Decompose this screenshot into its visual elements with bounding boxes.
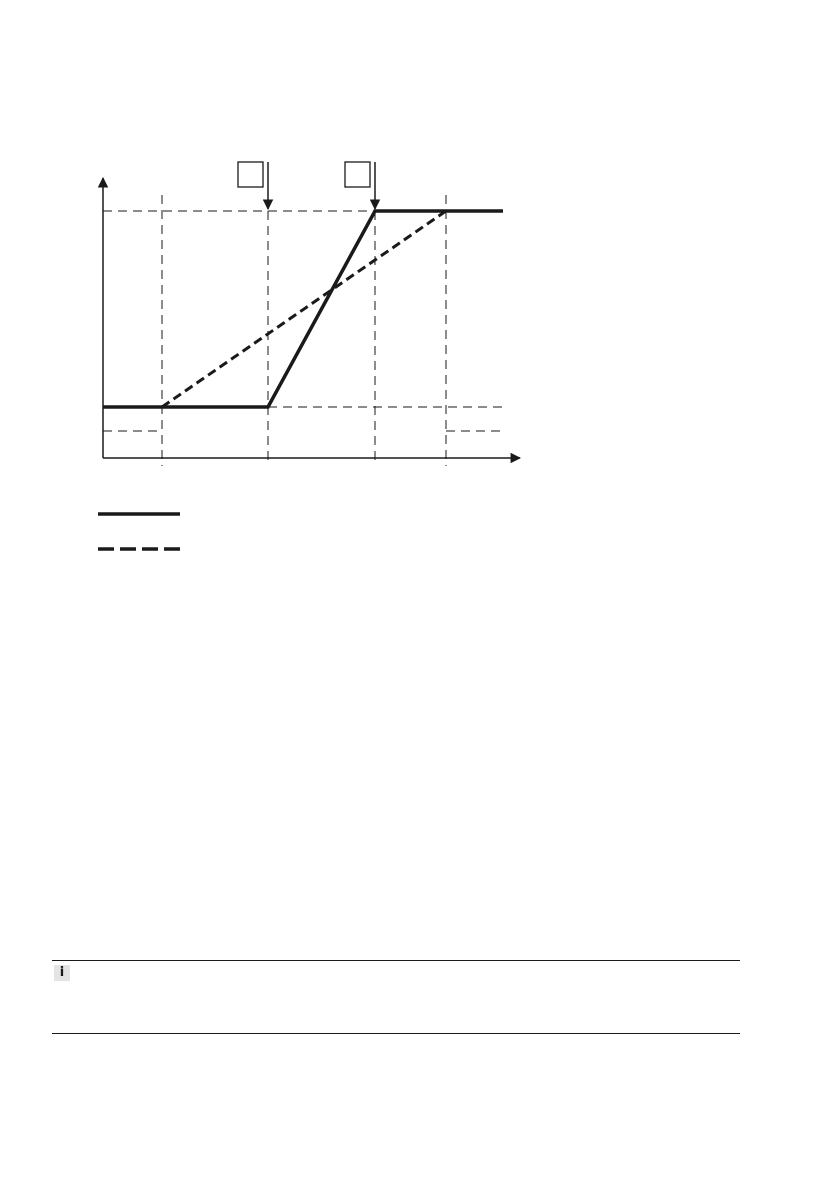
info-icon: i <box>54 965 70 981</box>
vertical-reference-lines <box>162 195 446 466</box>
info-note-box <box>52 960 740 1034</box>
marker-2-box <box>345 162 370 187</box>
horizontal-reference-lines <box>103 211 503 431</box>
marker-2 <box>345 162 375 209</box>
marker-1 <box>238 162 268 209</box>
legend <box>98 514 180 549</box>
dashed-ramp-curve <box>162 211 446 407</box>
marker-1-box <box>238 162 263 187</box>
